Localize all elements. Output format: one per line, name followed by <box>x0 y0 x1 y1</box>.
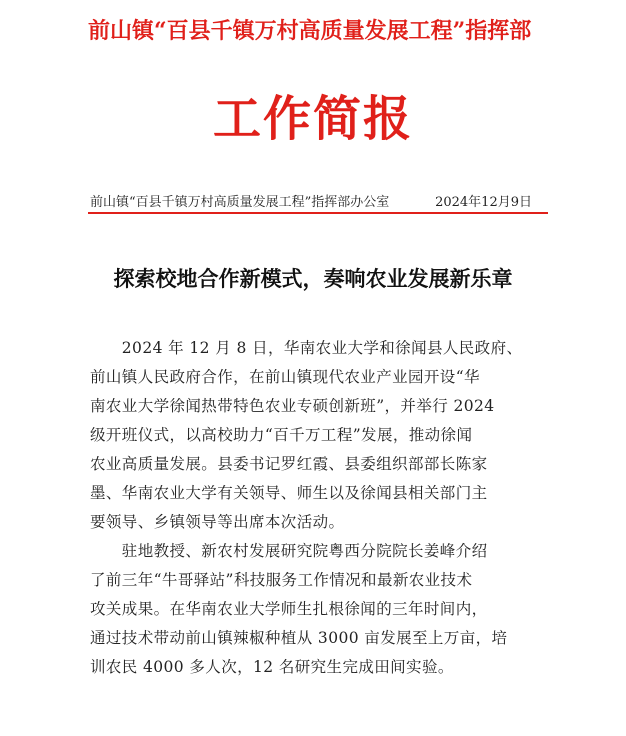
body-line: 前山镇人民政府合作，在前山镇现代农业产业园开设“华 <box>90 368 480 386</box>
body-line: 农业高质量发展。县委书记罗红霞、县委组织部部长陈家 <box>90 455 488 473</box>
article-title: 探索校地合作新模式，奏响农业发展新乐章 <box>113 266 513 291</box>
body-line: 级开班仪式，以高校助力“百千万工程”发展，推动徐闻 <box>90 426 473 444</box>
body-line: 2024 年 12 月 8 日，华南农业大学和徐闻县人民政府、 <box>90 339 523 357</box>
issuer-heading: 前山镇“百县千镇万村高质量发展工程”指挥部 <box>88 18 532 44</box>
body-line: 了前三年“牛哥驿站”科技服务工作情况和最新农业技术 <box>90 571 473 589</box>
body-line: 攻关成果。在华南农业大学师生扎根徐闻的三年时间内， <box>90 600 488 618</box>
body-line: 要领导、乡镇领导等出席本次活动。 <box>90 513 345 531</box>
body-line: 墨、华南农业大学有关领导、师生以及徐闻县相关部门主 <box>90 484 488 502</box>
paragraph-2 <box>90 537 530 682</box>
paragraph-1 <box>90 334 530 537</box>
red-divider <box>88 212 548 214</box>
bulletin-masthead: 工作简报 <box>212 91 413 147</box>
body-line: 南农业大学徐闻热带特色农业专硕创新班”，并举行 2024 <box>90 397 495 415</box>
article-body <box>90 334 530 682</box>
issuing-office: 前山镇“百县千镇万村高质量发展工程”指挥部办公室 <box>90 195 390 210</box>
body-line: 驻地教授、新农村发展研究院粤西分院院长姜峰介绍 <box>90 542 488 560</box>
issue-date: 2024年12月9日 <box>435 195 532 210</box>
body-line: 训农民 4000 多人次，12 名研究生完成田间实验。 <box>90 658 454 676</box>
body-line: 通过技术带动前山镇辣椒种植从 3000 亩发展至上万亩，培 <box>90 629 508 647</box>
